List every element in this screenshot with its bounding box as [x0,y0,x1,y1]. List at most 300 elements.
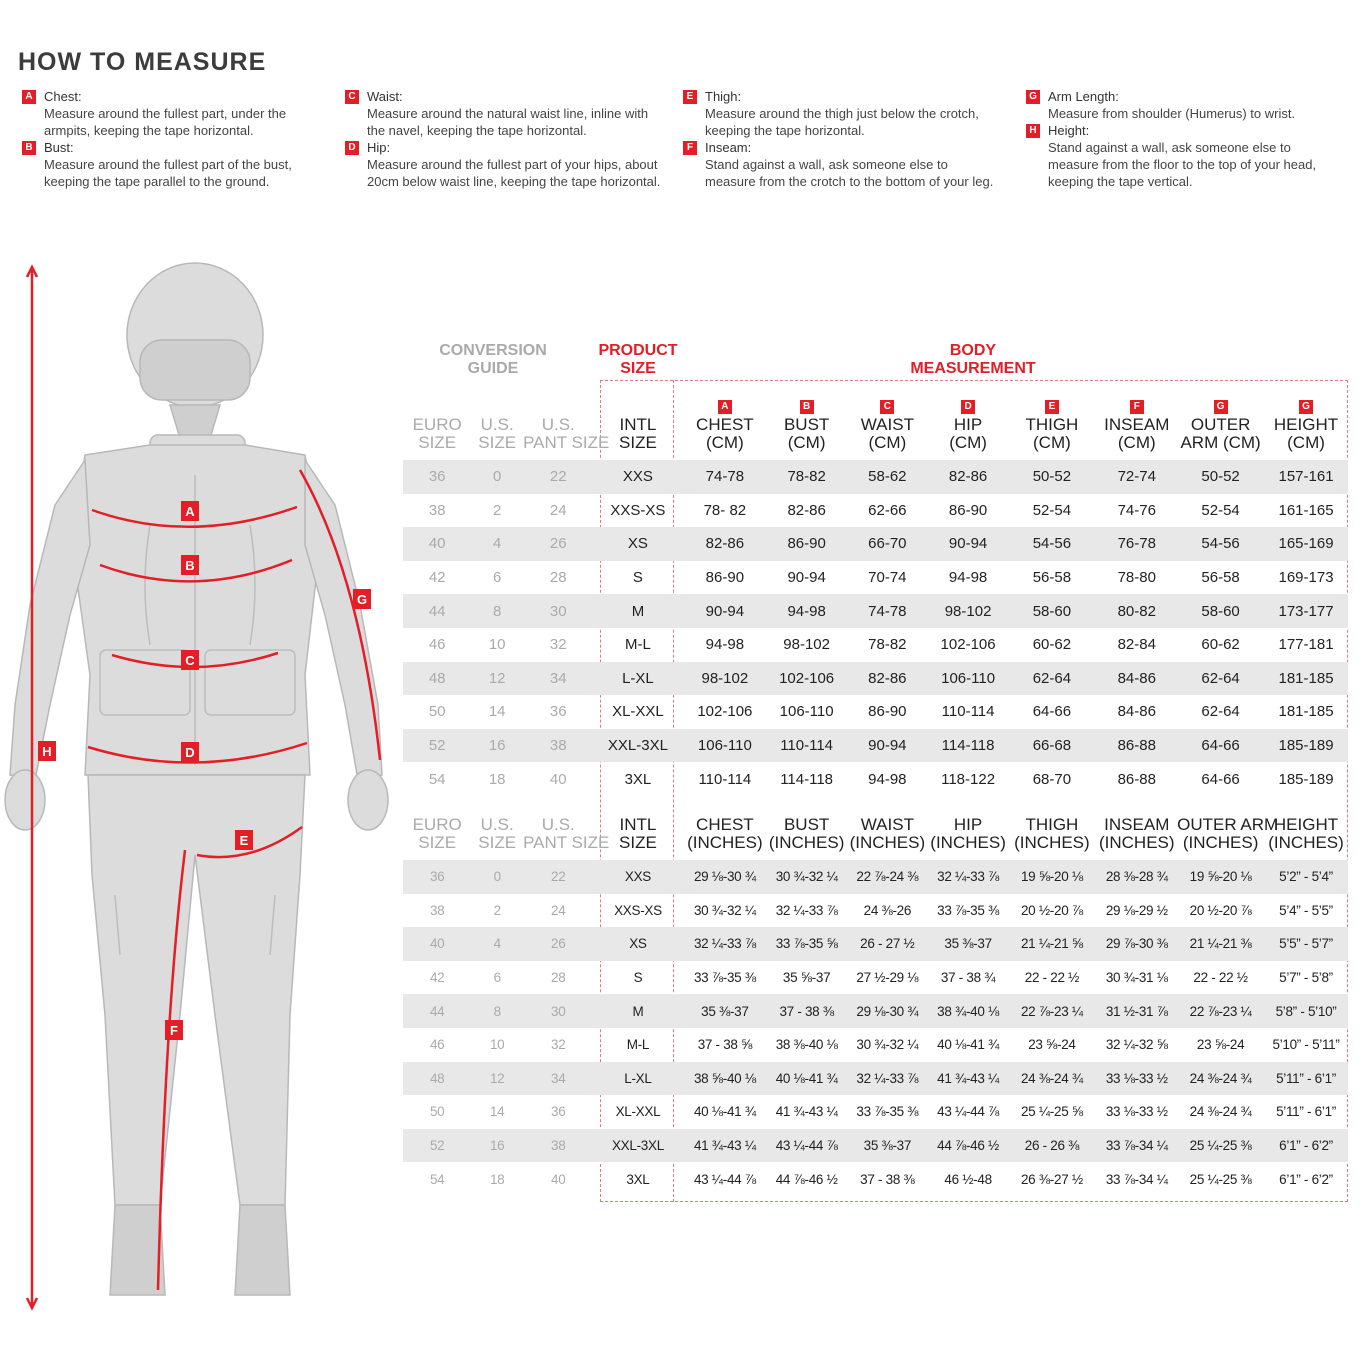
column-header-line: SIZE [478,833,517,852]
table-cell: M [593,594,682,628]
table-cell: 36 [551,1104,566,1120]
column-header-line: (INCHES) [1014,833,1090,852]
table-cell: 110-114 [698,770,752,788]
column-header-line: (CM) [787,433,826,452]
badge-g: G [1026,90,1040,104]
column-header [523,392,610,460]
table-cell: 29 ⅛-30 ¾ [846,994,929,1028]
badge-f: F [683,141,697,155]
table-cell: 173-177 [1264,594,1348,628]
table-cell: 32 ¼-32 ⅝ [1105,1037,1168,1053]
table-cell: 33 ⅞-34 ¼ [1105,1171,1168,1187]
table-cell: 50 [428,703,446,721]
table-cell: 110-114 [767,729,846,763]
table-cell: 30 [523,594,593,628]
table-cell: 38 ⅝-40 ⅛ [682,1062,767,1096]
table-cell: XL-XXL [612,703,664,721]
table-cell: 50-52 [1177,460,1264,494]
table-row [403,662,1348,696]
table-cell: 21 ¼-21 ⅝ [1007,927,1096,961]
table-cell: 42 [429,970,445,986]
table-cell: 37 - 38 ¾ [940,970,996,986]
instruction-text: Measure around the fullest part, under the armpits, keeping the tape horizontal. [44,106,287,138]
column-badge: D [961,400,975,414]
figure-label-h: H [42,744,52,759]
column-header-line: THIGH [1025,415,1079,434]
table-cell: 27 ½-29 ⅛ [856,970,919,986]
instruction-title: Height: [1048,123,1090,138]
column-header [1007,392,1096,460]
figure-label-e: E [239,833,249,848]
column-header-line: SIZE [478,433,517,452]
table-cell: XXL-3XL [593,1129,682,1163]
table-cell: L-XL [593,662,682,696]
table-cell: 26 [523,927,593,961]
table-cell: 0 [471,860,523,894]
table-cell: 60-62 [1201,636,1240,654]
table-cell: 24 ⅜-24 ¾ [1007,1062,1096,1096]
table-cell: 62-66 [868,501,907,519]
table-cell: 102-106 [767,662,846,696]
table-cell: 43 ¼-44 ⅞ [767,1129,846,1163]
instruction-a [18,88,318,139]
table-cell: 54 [429,1171,445,1187]
table-cell: 34 [523,662,593,696]
table-cell: 40 [403,527,471,561]
table-cell: 24 ⅜-24 ¾ [1189,1104,1252,1120]
column-header-line: EURO [412,815,462,834]
column-header-line: CHEST [696,415,754,434]
table-row [403,628,1348,662]
column-header [1264,392,1348,460]
column-header [403,392,471,460]
column-header-line: INSEAM [1104,815,1170,834]
table-cell: 5’10” - 5’11” [1272,1037,1340,1053]
column-header-line: OUTER ARM [1177,815,1279,834]
table-cell: 86-90 [868,703,907,721]
table-cell: 35 ⅜-37 [682,994,767,1028]
column-header-line: EURO [412,415,462,434]
table-cell: 10 [488,636,506,654]
table-cell: 5’2” - 5’4” [1264,860,1348,894]
table-cell: 37 - 38 ⅜ [860,1171,915,1187]
table-cell: 18 [488,770,506,788]
table-cell: 46 [429,1037,445,1053]
table-row [403,460,1348,494]
table-cell: 64-66 [1032,703,1072,721]
table-row [403,729,1348,763]
column-header-line: (INCHES) [1268,833,1344,852]
instruction-g [1022,88,1342,122]
column-header [1096,392,1177,460]
table-cell: 30 [523,994,593,1028]
column-header-line: U.S. [541,415,575,434]
table-cell: 43 ¼-44 ⅞ [693,1171,756,1187]
column-header-line: THIGH [1025,815,1079,834]
table-cell: 20 ½-20 ⅞ [1020,902,1083,918]
table-cell: 30 ¾-32 ¼ [767,860,846,894]
table-cell: 12 [471,1062,523,1096]
column-badge: F [1130,400,1144,414]
table-cell: 181-185 [1278,703,1334,721]
column-header [471,794,523,860]
table-row [403,1095,1348,1129]
table-cell: XXS-XS [614,902,662,918]
table-cell: 24 ⅜-26 [863,902,912,918]
table-cell: 8 [471,594,523,628]
column-header [1177,392,1264,460]
table-cell: 118-122 [941,770,996,788]
column-header [929,794,1008,860]
table-cell: 82-86 [682,527,767,561]
table-cell: 185-189 [1264,729,1348,763]
table-cell: 102-106 [697,703,753,721]
column-header-line: SIZE [619,833,657,852]
table-cell: 24 [549,501,567,519]
table-cell: 6 [493,970,501,986]
table-cell: 44 ⅞-46 ½ [929,1129,1008,1163]
table-cell: 106-110 [779,703,834,721]
table-cell: 60-62 [1032,636,1072,654]
table-cell: 37 - 38 ⅜ [767,994,846,1028]
column-header-line: BUST [783,815,830,834]
table-cell: 54 [428,770,446,788]
table-cell: 66-68 [1007,729,1096,763]
column-header-line: OUTER [1190,415,1251,434]
table-cell: 44 ⅞-46 ½ [775,1171,838,1187]
table-row [403,927,1348,961]
table-cell: 32 ¼-33 ⅞ [846,1062,929,1096]
table-cell: 72-74 [1096,460,1177,494]
table-row [403,1129,1348,1163]
table-row [403,762,1348,796]
column-header-line: (INCHES) [768,833,845,852]
table-cell: 78-82 [767,460,846,494]
table-cell: 10 [489,1037,505,1053]
badge-c: C [345,90,359,104]
table-cell: 68-70 [1032,770,1072,788]
table-cell: 25 ¼-25 ⅜ [1189,1171,1252,1187]
column-header-line: HIP [953,415,983,434]
column-header-line: HEIGHT [1273,815,1339,834]
table-cell: 32 [551,1037,566,1053]
table-row [403,1162,1348,1196]
table-cell: S [633,970,643,986]
table-cell: 40 ⅛-41 ¾ [693,1104,756,1120]
table-cell: 35 ⅜-37 [929,927,1008,961]
table-cell: 12 [471,662,523,696]
table-cell: 32 ¼-33 ⅞ [682,927,767,961]
table-cell: 40 ⅛-41 ¾ [767,1062,846,1096]
table-cell: 46 ½-48 [944,1171,992,1187]
table-cell: 5’11” - 6’1” [1276,1104,1336,1120]
table-cell: 31 ½-31 ⅞ [1096,994,1177,1028]
badge-d: D [345,141,359,155]
column-header [682,794,767,860]
table-cell: 14 [488,703,506,721]
column-header-line: (CM) [1287,433,1325,452]
column-header [1007,794,1096,860]
table-cell: 33 ⅛-33 ½ [1096,1062,1177,1096]
table-cell: 22 [523,460,593,494]
table-cell: 64-66 [1177,729,1264,763]
column-header [846,794,929,860]
table-cell: 82-86 [846,662,929,696]
column-header [767,392,846,460]
table-cell: 14 [489,1104,505,1120]
table-row [403,561,1348,595]
instructions-col-4 [1022,88,1342,190]
table-cell: 177-181 [1278,636,1334,654]
table-cell: 3XL [624,770,652,788]
column-header-line: (CM) [868,433,907,452]
table-cell: 23 ⅝-24 [1196,1037,1245,1053]
instructions-col-1 [18,88,318,190]
table-cell: 50 [429,1104,445,1120]
table-cell: 94-98 [948,569,988,587]
column-header-line: U.S. [480,815,514,834]
table-row [403,961,1348,995]
table-cell: 38 ⅜-40 ⅛ [775,1037,838,1053]
table-cell: M [593,994,682,1028]
table-cell: 74-78 [846,594,929,628]
table-cell: 2 [493,501,502,519]
instruction-text: Measure around the natural waist line, inline with the navel, keeping the tape horizontal. [367,106,649,138]
table-cell: 6’1” - 6’2” [1279,1171,1333,1187]
table-cell: 4 [471,927,523,961]
table-cell: 66-70 [846,527,929,561]
table-cell: 181-185 [1264,662,1348,696]
table-cell: 41 ¾-43 ¼ [775,1104,838,1120]
table-cell: 3XL [626,1171,650,1187]
table-cell: XS [593,927,682,961]
instructions-col-2 [341,88,661,190]
column-header [682,392,767,460]
table-cell: 5’4” - 5’5” [1279,902,1333,918]
column-header-line: WAIST [860,815,914,834]
column-header-line: INTL [619,415,657,434]
table-cell: 52 [403,729,471,763]
table-cell: 44 [403,594,471,628]
table-cell: 22 ⅞-23 ¼ [1177,994,1264,1028]
table-cell: 114-118 [780,770,834,788]
table-cell: 56-58 [1032,569,1072,587]
table-cell: 78- 82 [703,501,747,519]
table-cell: 82-84 [1117,636,1156,654]
column-header [767,794,846,860]
table-cell: XL-XXL [615,1104,661,1120]
table-cell: 48 [403,1062,471,1096]
table-cell: 35 ⅜-37 [846,1129,929,1163]
table-cell: 74-76 [1117,501,1156,519]
table-cell: 34 [523,1062,593,1096]
table-cell: XXS [593,460,682,494]
table-cell: 22 - 22 ½ [1024,970,1080,986]
table-cell: 33 ⅞-34 ¼ [1096,1129,1177,1163]
table-cell: 46 [428,636,446,654]
instruction-text: Stand against a wall, ask someone else to measure from the crotch to the bottom of your leg. [705,157,994,189]
table-cell: 90-94 [682,594,767,628]
table-cell: 54-56 [1177,527,1264,561]
column-header [1177,794,1279,860]
column-header-line: CHEST [696,815,754,834]
column-header-line: PANT SIZE [523,833,610,852]
column-header-line: (CM) [705,433,744,452]
table-cell: 25 ¼-25 ⅝ [1020,1104,1083,1120]
table-cell: 19 ⅝-20 ⅛ [1177,860,1264,894]
conversion-guide-header: CONVERSION GUIDE [439,342,547,377]
instruction-text: Measure from shoulder (Humerus) to wrist. [1048,106,1296,121]
table-cell: 6 [493,569,502,587]
column-badge: A [718,400,732,414]
table-cell: 64-66 [1201,770,1240,788]
table-cell: 30 ¾-32 ¼ [856,1037,919,1053]
column-header [523,794,610,860]
table-cell: 16 [471,1129,523,1163]
table-cell: 86-90 [948,501,988,519]
column-badge: G [1214,400,1228,414]
table-cell: 24 ⅜-24 ¾ [1177,1062,1264,1096]
instruction-d [341,139,661,190]
table-cell: S [632,569,643,587]
table-cell: 82-86 [787,501,826,519]
table-cell: 98-102 [682,662,767,696]
table-row [403,1028,1348,1062]
table-cell: 52 [403,1129,471,1163]
column-header-line: U.S. [480,415,514,434]
instruction-f [679,139,999,190]
column-header-line: HIP [953,815,983,834]
table-cell: 58-60 [1177,594,1264,628]
table-cell: 94-98 [705,636,745,654]
instruction-e [679,88,999,139]
table-cell: 90-94 [929,527,1008,561]
table-row [403,894,1348,928]
table-cell: 28 ⅜-28 ¾ [1096,860,1177,894]
table-cell: 5’5” - 5’7” [1264,927,1348,961]
figure-label-c: C [185,653,195,668]
table-cell: 50-52 [1007,460,1096,494]
column-badge: C [880,400,894,414]
table-cell: 38 [523,729,593,763]
instruction-text: Measure around the fullest part of your hips, about 20cm below waist line, keeping the tape horizontal. [367,157,661,189]
table-cell: 41 ¾-43 ¼ [682,1129,767,1163]
table-cell: 22 ⅞-24 ⅜ [846,860,929,894]
table-cell: 28 [549,569,567,587]
table-cell: 30 ¾-31 ⅛ [1105,970,1168,986]
table-row [403,994,1348,1028]
table-cell: 94-98 [868,770,907,788]
column-badge: G [1299,400,1313,414]
column-header-line: PANT SIZE [523,433,610,452]
table-cell: 98-102 [929,594,1008,628]
instruction-title: Hip: [367,140,391,155]
table-cell: XXS [593,860,682,894]
table-cell: 84-86 [1117,703,1156,721]
table-cell: M-L [626,1037,650,1053]
table-cell: 48 [403,662,471,696]
table-cell: 5’7” - 5’8” [1279,970,1333,986]
table-cell: 54-56 [1007,527,1096,561]
instruction-title: Arm Length: [1048,89,1119,104]
table-row [403,594,1348,628]
table-cell: L-XL [593,1062,682,1096]
table-cell: 26 - 27 ½ [846,927,929,961]
table-cell: 41 ¾-43 ¼ [929,1062,1008,1096]
page-title: HOW TO MEASURE [18,48,267,76]
table-cell: 56-58 [1201,569,1240,587]
column-header-line: INSEAM [1104,415,1170,434]
table-cell: 43 ¼-44 ⅞ [937,1104,999,1120]
table-cell: 70-74 [868,569,907,587]
table-row [403,1062,1348,1096]
product-size-header: PRODUCT SIZE [598,342,678,377]
table-cell: 32 ¼-33 ⅞ [775,902,838,918]
table-cell: 38 [428,501,446,519]
table-cell: 37 - 38 ⅝ [697,1037,753,1053]
table-cell: 161-165 [1278,501,1334,519]
table-cell: 21 ¼-21 ⅜ [1177,927,1264,961]
table-cell: 30 ¾-32 ¼ [693,902,756,918]
instruction-title: Waist: [367,89,403,104]
badge-b: B [22,141,36,155]
table-cell: 114-118 [929,729,1008,763]
column-header-line: (INCHES) [1182,833,1259,852]
table-cell: 90-94 [787,569,826,587]
table-cell: 28 [551,970,566,986]
table-cell: 16 [471,729,523,763]
table-cell: XXS-XS [610,501,666,519]
table-cell: 8 [471,994,523,1028]
table-cell: 25 ¼-25 ⅜ [1177,1129,1264,1163]
table-cell: 185-189 [1278,770,1334,788]
table-cell: 33 ⅛-33 ½ [1105,1104,1168,1120]
figure-label-g: G [356,592,368,607]
instruction-title: Bust: [44,140,74,155]
table-cell: 86-88 [1117,770,1156,788]
table-cell: 33 ⅞-35 ⅜ [856,1104,919,1120]
table-cell: 0 [471,460,523,494]
table-cell: 26 ⅜-27 ½ [1020,1171,1083,1187]
inch-size-table [403,794,1348,1196]
instruction-text: Stand against a wall, ask someone else to measure from the floor to the top of your head, keeping the tape vertical. [1048,140,1317,189]
instruction-b [18,139,318,190]
table-cell: 106-110 [682,729,767,763]
table-cell: 29 ⅞-30 ⅜ [1096,927,1177,961]
figure-label-f: F [170,1023,178,1038]
table-cell: 165-169 [1264,527,1348,561]
table-cell: 78-80 [1117,569,1156,587]
table-cell: 38 [523,1129,593,1163]
column-header [1096,794,1177,860]
column-header-line: (INCHES) [930,833,1006,852]
table-cell: 94-98 [767,594,846,628]
table-cell: 106-110 [929,662,1008,696]
table-cell: 102-106 [940,636,996,654]
table-row [403,860,1348,894]
table-cell: 110-114 [941,703,995,721]
table-cell: 5’8” - 5’10” [1264,994,1348,1028]
table-cell: 33 ⅞-35 ⅜ [937,902,999,918]
column-header-line: (INCHES) [849,833,926,852]
instruction-text: Measure around the thigh just below the crotch, keeping the tape horizontal. [705,106,979,138]
table-cell: 24 [551,902,566,918]
table-cell: 76-78 [1096,527,1177,561]
table-cell: 169-173 [1278,569,1334,587]
table-cell: 22 ⅞-23 ¼ [1007,994,1096,1028]
table-cell: 36 [403,460,471,494]
table-cell: 82-86 [929,460,1008,494]
